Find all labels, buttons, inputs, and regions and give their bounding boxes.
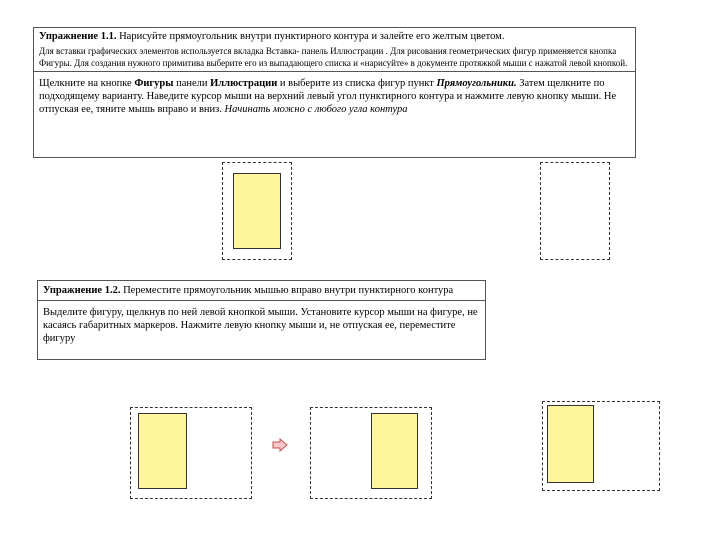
exercise-1-info: Для вставки графических элементов используется вкладка Вставка- панель Иллюстрации . Для рисования геометрических фигур применяется кнопка Фигуры. Для создания нужного примитива выберите его из выпадающего списка и «нарисуйте» в документе протяжкой мыши с нажатой левой кнопкой. [39,46,628,68]
yellow-rectangle-before[interactable] [138,413,187,489]
exercise-2-title-label: Упражнение 1.2. [43,285,121,296]
dashed-contour-target [540,162,610,260]
exercise-2-steps: Выделите фигуру, щелкнув по ней левой кнопкой мыши. Установите курсор мыши на фигуре, не касаясь габаритных маркеров. Нажмите левую кнопку мыши и, не отпуская ее, переместите фигуру [38,300,485,347]
exercise-1-header [34,28,635,71]
arrow-right-shape [273,439,287,451]
yellow-rectangle-during[interactable] [371,413,418,489]
exercise-1-title [39,30,630,43]
exercise-2-header [38,281,485,300]
exercise-1-box [33,27,636,158]
step-text-3: и выберите из списка фигур пункт [277,78,437,89]
yellow-rectangle-after[interactable] [547,405,594,483]
exercise-1-title-text: Нарисуйте прямоугольник внутри пунктирного контура и залейте его желтым цветом. [116,31,505,42]
exercise-1-title-label: Упражнение 1.1. [39,31,117,42]
exercise-2-box [37,280,486,360]
exercise-1-steps [34,71,635,118]
step-note: Начинать можно с любого угла контура [224,104,408,115]
step-term-illustrations: Иллюстрации [210,78,278,89]
step-text-1: Щелкните на кнопке [39,78,135,89]
step-text-4: Затем щелкните по подходящему варианту. Наведите курсор мыши на верхний левый угол пунктирного контура и нажмите левую кнопку мыши. Не отпуская ее, тяните мышь вправо и вниз. [39,78,617,115]
step-term-rectangles: Прямоугольники. [436,78,517,89]
step-term-shapes: Фигуры [134,78,174,89]
exercise-2-title-text: Переместите прямоугольник мышью вправо внутри пунктирного контура [120,285,454,296]
arrow-right-icon [272,438,288,452]
yellow-rectangle-example[interactable] [233,173,281,249]
step-text-2: панели [173,78,211,89]
